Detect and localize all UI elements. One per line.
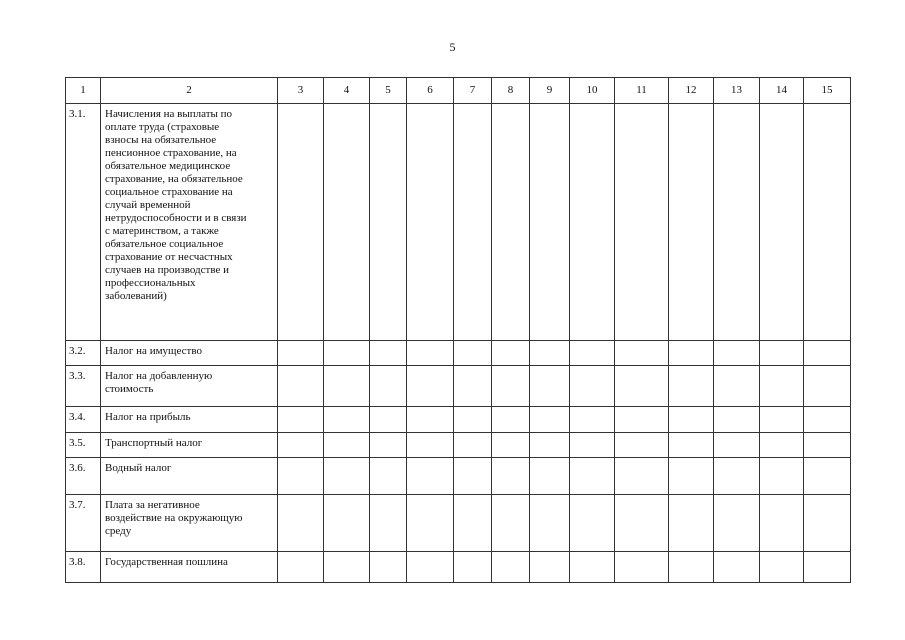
empty-cell: [324, 458, 370, 495]
empty-cell: [407, 495, 454, 552]
empty-cell: [714, 495, 760, 552]
empty-cell: [669, 341, 714, 366]
empty-cell: [492, 495, 530, 552]
empty-cell: [804, 407, 851, 433]
empty-cell: [278, 366, 324, 407]
header-cell: 14: [760, 78, 804, 104]
table-row: [66, 433, 851, 458]
empty-cell: [669, 495, 714, 552]
empty-cell: [615, 104, 669, 341]
empty-cell: [669, 458, 714, 495]
empty-cell: [570, 407, 615, 433]
empty-cell: [804, 433, 851, 458]
empty-cell: [530, 341, 570, 366]
empty-cell: [804, 366, 851, 407]
header-cell: 11: [615, 78, 669, 104]
empty-cell: [714, 341, 760, 366]
empty-cell: [530, 433, 570, 458]
empty-cell: [454, 341, 492, 366]
empty-cell: [454, 458, 492, 495]
empty-cell: [370, 495, 407, 552]
empty-cell: [278, 552, 324, 583]
empty-cell: [615, 495, 669, 552]
empty-cell: [324, 433, 370, 458]
empty-cell: [454, 366, 492, 407]
empty-cell: [278, 433, 324, 458]
empty-cell: [324, 366, 370, 407]
empty-cell: [370, 104, 407, 341]
empty-cell: [278, 407, 324, 433]
row-number: 3.4.: [66, 407, 101, 433]
header-cell: 6: [407, 78, 454, 104]
header-cell: 7: [454, 78, 492, 104]
header-cell: 3: [278, 78, 324, 104]
row-name: Налог на имущество: [101, 341, 278, 366]
empty-cell: [760, 341, 804, 366]
empty-cell: [760, 495, 804, 552]
empty-cell: [407, 433, 454, 458]
header-cell: 10: [570, 78, 615, 104]
row-name: Плата за негативное воздействие на окружающую среду: [101, 495, 278, 552]
empty-cell: [669, 407, 714, 433]
empty-cell: [407, 104, 454, 341]
header-cell: 5: [370, 78, 407, 104]
empty-cell: [615, 552, 669, 583]
row-name: Государственная пошлина: [101, 552, 278, 583]
row-name: Налог на добавленную стоимость: [101, 366, 278, 407]
empty-cell: [492, 104, 530, 341]
empty-cell: [760, 433, 804, 458]
empty-cell: [615, 366, 669, 407]
table-row: [66, 341, 851, 366]
empty-cell: [530, 495, 570, 552]
empty-cell: [370, 366, 407, 407]
empty-cell: [570, 495, 615, 552]
row-number: 3.2.: [66, 341, 101, 366]
empty-cell: [370, 341, 407, 366]
header-cell: 8: [492, 78, 530, 104]
empty-cell: [454, 433, 492, 458]
header-cell: 4: [324, 78, 370, 104]
empty-cell: [454, 495, 492, 552]
empty-cell: [278, 495, 324, 552]
header-cell: 13: [714, 78, 760, 104]
empty-cell: [714, 458, 760, 495]
empty-cell: [570, 341, 615, 366]
row-number: 3.5.: [66, 433, 101, 458]
table-row: [66, 366, 851, 407]
empty-cell: [530, 552, 570, 583]
empty-cell: [370, 407, 407, 433]
header-cell: 12: [669, 78, 714, 104]
empty-cell: [278, 458, 324, 495]
empty-cell: [530, 366, 570, 407]
empty-cell: [407, 366, 454, 407]
empty-cell: [370, 458, 407, 495]
empty-cell: [804, 495, 851, 552]
empty-cell: [324, 341, 370, 366]
empty-cell: [324, 104, 370, 341]
empty-cell: [615, 433, 669, 458]
empty-cell: [714, 104, 760, 341]
empty-cell: [570, 104, 615, 341]
empty-cell: [760, 552, 804, 583]
header-cell: 15: [804, 78, 851, 104]
tax-table: [65, 77, 851, 583]
empty-cell: [615, 407, 669, 433]
empty-cell: [714, 552, 760, 583]
empty-cell: [760, 458, 804, 495]
empty-cell: [324, 552, 370, 583]
empty-cell: [714, 366, 760, 407]
empty-cell: [570, 458, 615, 495]
empty-cell: [804, 458, 851, 495]
empty-cell: [492, 366, 530, 407]
empty-cell: [714, 433, 760, 458]
empty-cell: [492, 341, 530, 366]
header-row: [66, 78, 851, 104]
empty-cell: [570, 433, 615, 458]
empty-cell: [530, 104, 570, 341]
empty-cell: [760, 104, 804, 341]
empty-cell: [804, 552, 851, 583]
empty-cell: [278, 341, 324, 366]
table-row: [66, 458, 851, 495]
empty-cell: [570, 366, 615, 407]
empty-cell: [530, 458, 570, 495]
table-row: [66, 552, 851, 583]
empty-cell: [804, 341, 851, 366]
empty-cell: [407, 552, 454, 583]
empty-cell: [324, 495, 370, 552]
table-row: [66, 495, 851, 552]
empty-cell: [804, 104, 851, 341]
row-number: 3.6.: [66, 458, 101, 495]
empty-cell: [760, 366, 804, 407]
empty-cell: [669, 433, 714, 458]
row-name: Налог на прибыль: [101, 407, 278, 433]
empty-cell: [492, 458, 530, 495]
header-cell: 2: [101, 78, 278, 104]
empty-cell: [669, 552, 714, 583]
row-name: Начисления на выплаты по оплате труда (страховые взносы на обязательное пенсионное страхование, на обязательное медицинское страхование, на обязательное социальное страхование на случай временной нетрудоспособности и в связи с материнством, а также обязательное социальное страхование от несчастных случаев на производстве и профессиональных заболеваний): [101, 104, 278, 341]
empty-cell: [492, 552, 530, 583]
row-number: 3.7.: [66, 495, 101, 552]
row-number: 3.8.: [66, 552, 101, 583]
table-row: [66, 407, 851, 433]
empty-cell: [714, 407, 760, 433]
empty-cell: [454, 104, 492, 341]
table-row: [66, 104, 851, 341]
page-number: 5: [449, 40, 456, 54]
row-number: 3.1.: [66, 104, 101, 341]
empty-cell: [370, 433, 407, 458]
row-name: Транспортный налог: [101, 433, 278, 458]
header-cell: 9: [530, 78, 570, 104]
empty-cell: [324, 407, 370, 433]
empty-cell: [570, 552, 615, 583]
empty-cell: [669, 366, 714, 407]
empty-cell: [530, 407, 570, 433]
empty-cell: [407, 407, 454, 433]
table-body: [66, 78, 851, 583]
empty-cell: [760, 407, 804, 433]
empty-cell: [669, 104, 714, 341]
empty-cell: [407, 458, 454, 495]
empty-cell: [615, 341, 669, 366]
empty-cell: [492, 407, 530, 433]
row-name: Водный налог: [101, 458, 278, 495]
empty-cell: [615, 458, 669, 495]
row-number: 3.3.: [66, 366, 101, 407]
empty-cell: [370, 552, 407, 583]
empty-cell: [492, 433, 530, 458]
empty-cell: [278, 104, 324, 341]
header-cell: 1: [66, 78, 101, 104]
empty-cell: [454, 552, 492, 583]
empty-cell: [407, 341, 454, 366]
empty-cell: [454, 407, 492, 433]
